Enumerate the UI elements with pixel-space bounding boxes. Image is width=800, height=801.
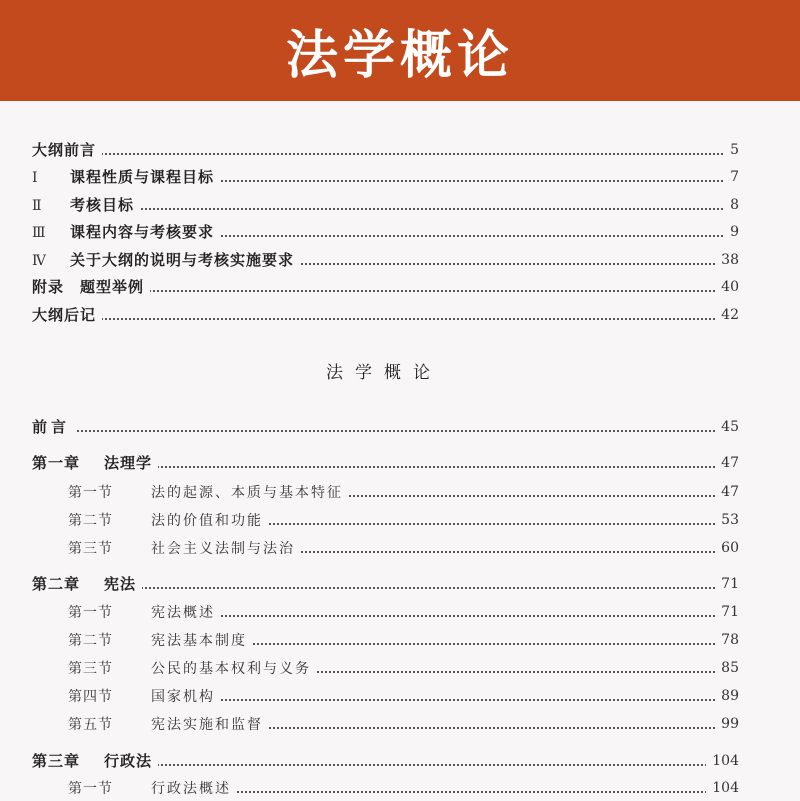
toc-section-2-3[interactable]	[0, 656, 800, 680]
section-title: 公民的基本权利与义务	[151, 661, 311, 677]
section-number: 第二节	[68, 633, 113, 649]
dot-leader	[32, 318, 739, 320]
entry-label: 课程性质与课程目标	[70, 168, 215, 186]
entry-label: 大纲后记	[32, 306, 97, 324]
toc-section-2-2[interactable]	[0, 628, 800, 652]
chapter-title: 宪法	[104, 575, 137, 593]
section-number: 第四节	[68, 689, 113, 705]
toc-entry-implementation[interactable]	[0, 248, 800, 272]
entry-label: 附录 题型举例	[32, 278, 145, 296]
page-number: 99	[715, 712, 739, 736]
section-number: 第一节	[68, 485, 113, 501]
toc-entry-syllabus-postscript[interactable]	[0, 303, 800, 327]
toc-entry-preface[interactable]	[0, 415, 800, 439]
toc-entry-appendix[interactable]	[0, 275, 800, 299]
section-number: 第一节	[68, 605, 113, 621]
page-number: 42	[715, 303, 739, 327]
book-title: 法学概论	[285, 26, 514, 86]
toc-section-3-1[interactable]	[0, 776, 800, 800]
page-number: 104	[706, 749, 739, 773]
toc-entry-syllabus-preface[interactable]	[0, 138, 800, 162]
page-number: 7	[724, 165, 739, 189]
page-number: 89	[715, 684, 739, 708]
toc-entry-course-nature[interactable]	[0, 165, 800, 189]
page-number: 38	[715, 248, 739, 272]
toc-section-2-1[interactable]	[0, 600, 800, 624]
toc-section-1-3[interactable]	[0, 536, 800, 560]
chapter-number: 第二章	[32, 575, 81, 593]
toc-entry-course-content[interactable]	[0, 220, 800, 244]
page-number: 8	[724, 193, 739, 217]
roman-numeral: Ⅰ	[32, 170, 38, 186]
toc-chapter-2[interactable]	[0, 572, 800, 596]
page-number: 85	[715, 656, 739, 680]
section-number: 第三节	[68, 661, 113, 677]
title-banner	[0, 0, 800, 101]
entry-label: 大纲前言	[32, 141, 97, 159]
section-title: 社会主义法制与法治	[151, 541, 295, 557]
page-number: 5	[724, 138, 739, 162]
entry-label: 考核目标	[70, 196, 135, 214]
toc-section-2-5[interactable]	[0, 712, 800, 736]
section-number: 第二节	[68, 513, 113, 529]
section-title: 宪法实施和监督	[151, 717, 263, 733]
dot-leader	[32, 430, 739, 432]
page-number: 104	[706, 776, 739, 800]
page-number: 71	[715, 572, 739, 596]
entry-label: 课程内容与考核要求	[70, 223, 215, 241]
page-number: 71	[715, 600, 739, 624]
page-number: 78	[715, 628, 739, 652]
section-title: 国家机构	[151, 689, 215, 705]
page-number: 40	[715, 275, 739, 299]
section-number: 第一节	[68, 781, 113, 797]
textbook-heading: 法学概论	[326, 363, 442, 383]
toc-entry-assessment-goals[interactable]	[0, 193, 800, 217]
chapter-title: 行政法	[104, 752, 153, 770]
toc-section-1-1[interactable]	[0, 480, 800, 504]
section-title: 行政法概述	[151, 781, 231, 797]
entry-label: 前言	[32, 418, 71, 436]
roman-numeral: Ⅲ	[32, 225, 46, 241]
entry-label: 关于大纲的说明与考核实施要求	[70, 251, 295, 269]
toc-chapter-1[interactable]	[0, 451, 800, 475]
roman-numeral: Ⅱ	[32, 198, 42, 214]
chapter-number: 第三章	[32, 752, 81, 770]
chapter-number: 第一章	[32, 454, 81, 472]
page-number: 53	[715, 508, 739, 532]
chapter-title: 法理学	[104, 454, 153, 472]
roman-numeral: Ⅳ	[32, 253, 46, 269]
section-title: 宪法基本制度	[151, 633, 247, 649]
dot-leader	[32, 153, 739, 155]
toc-section-2-4[interactable]	[0, 684, 800, 708]
section-title: 宪法概述	[151, 605, 215, 621]
page-number: 47	[715, 480, 739, 504]
toc-section-1-2[interactable]	[0, 508, 800, 532]
page-number: 9	[724, 220, 739, 244]
section-number: 第五节	[68, 717, 113, 733]
toc-chapter-3[interactable]	[0, 749, 800, 773]
section-number: 第三节	[68, 541, 113, 557]
section-title: 法的价值和功能	[151, 513, 263, 529]
page-number: 45	[715, 415, 739, 439]
page-number: 47	[715, 451, 739, 475]
page-number: 60	[715, 536, 739, 560]
section-title: 法的起源、本质与基本特征	[151, 485, 343, 501]
